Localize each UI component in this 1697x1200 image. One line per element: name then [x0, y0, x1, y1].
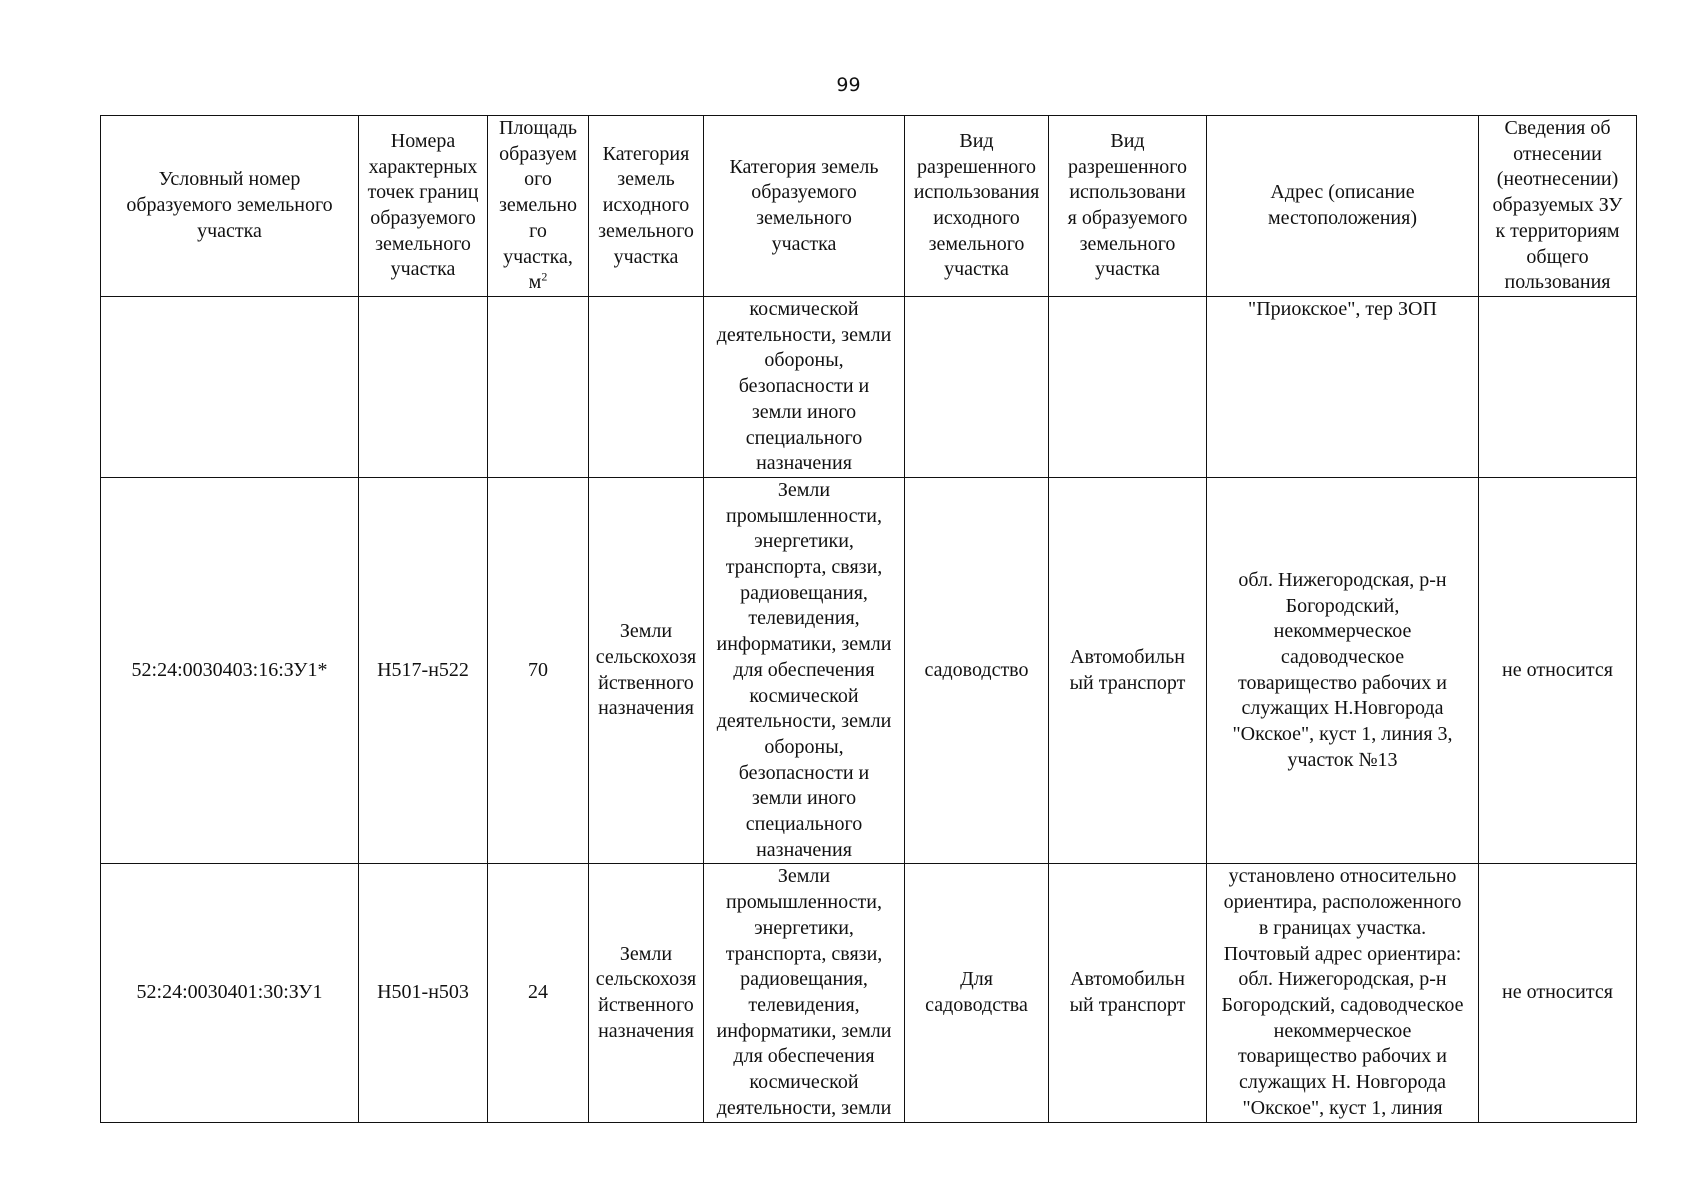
header-area — [488, 116, 589, 297]
text-line: товарищество рабочих и — [1238, 671, 1447, 694]
text-line: служащих Н. Новгорода — [1239, 1071, 1446, 1094]
text-line: Для — [960, 968, 993, 991]
text-line: ориентира, расположенного — [1223, 891, 1462, 914]
cell-area: 70 — [488, 477, 589, 864]
text-line: информатики, земли — [716, 633, 892, 656]
header-plot-number — [101, 116, 359, 297]
cell-address — [1207, 864, 1479, 1122]
text-line: "Окское", куст 1, линия 3, — [1232, 723, 1453, 746]
text-line: садоводческое — [1280, 645, 1405, 668]
text-line: участок №13 — [1287, 748, 1398, 771]
text-line: "Приокское", тер ЗОП — [1248, 298, 1437, 320]
cell-boundary-points: Н517-н522 — [359, 477, 488, 864]
text-line: назначения — [598, 1019, 694, 1042]
text-line: деятельности, земли — [716, 710, 892, 733]
cell-target-use — [1049, 297, 1207, 478]
cell-address — [1207, 477, 1479, 864]
text-line: Автомобильн — [1070, 645, 1185, 668]
text-line: Земли — [777, 478, 831, 501]
cell-plot-number — [101, 297, 359, 478]
text-line: йственного — [598, 671, 694, 694]
cell-source-use — [905, 477, 1049, 864]
text-line: участка, — [503, 245, 573, 268]
text-line: образуемого — [751, 181, 857, 204]
cell-address — [1207, 297, 1479, 478]
table-header-row — [101, 116, 1637, 297]
text-line: земельного — [375, 232, 471, 255]
cell-source-category — [589, 864, 704, 1122]
cell-target-use — [1049, 477, 1207, 864]
cell-public-use — [1479, 297, 1637, 478]
text-line: Земли — [619, 942, 673, 965]
text-line: деятельности, земли — [716, 1096, 892, 1119]
text-line: земельно — [498, 194, 578, 217]
text-line: информатики, земли — [716, 1019, 892, 1042]
text-line: отнесении — [1513, 142, 1602, 165]
text-line: в границах участка. — [1258, 916, 1427, 939]
text-line: участка — [613, 245, 679, 268]
text-line: я образуемого — [1067, 207, 1188, 229]
text-line: назначения — [598, 697, 694, 720]
text-line: обл. Нижегородская, р-н — [1238, 568, 1447, 591]
cell-plot-number: 52:24:0030401:30:ЗУ1 — [101, 864, 359, 1122]
header-public-use — [1479, 116, 1637, 297]
cell-target-category — [704, 477, 905, 864]
header-source-use — [905, 116, 1049, 297]
text-line: для обеспечения — [733, 1045, 875, 1068]
text-line: к территориям — [1495, 219, 1620, 242]
text-line: образуемого земельного — [126, 194, 333, 217]
land-plots-table — [100, 115, 1637, 1123]
cell-target-category — [704, 864, 905, 1122]
cell-public-use: не относится — [1479, 864, 1637, 1122]
text-line: разрешенного — [916, 155, 1037, 178]
text-line: участка — [944, 258, 1009, 281]
text-line: деятельности, земли — [716, 323, 892, 346]
text-line: Почтовый адрес ориентира: — [1223, 942, 1462, 965]
text-line: телевидения, — [748, 993, 860, 1016]
text-line: местоположения) — [1267, 207, 1417, 229]
text-line: телевидения, — [748, 607, 860, 630]
text-line: использования — [913, 181, 1040, 204]
text-line: "Окское", куст 1, линия — [1242, 1096, 1443, 1119]
text-line: точек границ — [367, 181, 479, 204]
text-line: образуем — [499, 142, 577, 165]
text-line: космической — [749, 298, 859, 320]
text-line: безопасности и — [738, 761, 870, 784]
text-line: разрешенного — [1067, 155, 1188, 178]
text-line: пользования — [1504, 271, 1611, 294]
text-line: земельного — [598, 219, 694, 242]
text-line: Номера — [390, 129, 456, 152]
header-target-category — [704, 116, 905, 297]
cell-source-use — [905, 864, 1049, 1122]
text-line: Богородский, садоводческое — [1221, 993, 1464, 1016]
text-line: некоммерческое — [1273, 1019, 1412, 1042]
text-line: общего — [1526, 245, 1589, 268]
text-line: (неотнесении) — [1496, 168, 1619, 191]
header-boundary-points — [359, 116, 488, 297]
text-line: специального — [745, 813, 863, 836]
text-line: участка — [390, 258, 456, 281]
cell-target-use — [1049, 864, 1207, 1122]
text-line: радиовещания, — [740, 968, 868, 991]
text-line: образуемых ЗУ — [1492, 194, 1623, 217]
text-line: земельного — [928, 232, 1025, 255]
text-line: Категория земель — [729, 155, 879, 178]
cell-source-category — [589, 477, 704, 864]
text-line: безопасности и — [738, 375, 870, 398]
text-line: назначения — [756, 452, 852, 475]
text-line: ый транспорт — [1069, 671, 1186, 694]
cell-source-category — [589, 297, 704, 478]
text-line: Автомобильн — [1070, 968, 1185, 991]
text-line: Вид — [1110, 129, 1145, 152]
text-line: транспорта, связи, — [725, 556, 883, 579]
text-line: назначения — [756, 838, 852, 861]
text-line: земли иного — [751, 400, 857, 423]
text-line: обл. Нижегородская, р-н — [1238, 968, 1447, 991]
text-line: земель — [617, 168, 675, 191]
text-line: участка — [1095, 258, 1160, 281]
text-line: Земли — [619, 620, 673, 643]
table-row — [101, 864, 1637, 1122]
cell-plot-number: 52:24:0030403:16:ЗУ1* — [101, 477, 359, 864]
text-line: промышленности, — [726, 504, 882, 527]
text-line: Богородский, — [1285, 594, 1400, 617]
text-line: энергетики, — [754, 530, 854, 553]
text-line: обороны, — [764, 349, 844, 372]
text-line: сельскохозя — [595, 968, 697, 991]
text-line: ого — [524, 168, 552, 191]
area-unit: $м^2$ — [528, 269, 548, 294]
text-line: установлено относительно — [1228, 865, 1457, 888]
text-line: специального — [745, 426, 863, 449]
text-line: обороны, — [764, 735, 844, 758]
page-number: 99 — [836, 74, 861, 96]
text-line: характерных — [368, 155, 478, 178]
text-line: земельного — [756, 207, 852, 229]
text-line: сельскохозя — [595, 645, 697, 668]
table-row — [101, 477, 1637, 864]
text-line: Площадь — [499, 117, 577, 140]
text-line: участка — [197, 219, 262, 242]
text-line: Сведения об — [1504, 117, 1611, 140]
text-line: космической — [749, 684, 859, 707]
text-line: исходного — [933, 207, 1020, 229]
text-line: йственного — [598, 993, 694, 1016]
text-line: для обеспечения — [733, 658, 875, 681]
text-line: Адрес (описание — [1270, 181, 1415, 204]
text-line: земли иного — [751, 787, 857, 810]
text-line: образуемого — [370, 207, 476, 229]
text-line: земельного — [1079, 232, 1176, 255]
text-line: ый транспорт — [1069, 993, 1186, 1016]
text-line: Земли — [777, 865, 831, 888]
cell-source-use — [905, 297, 1049, 478]
text-line: Вид — [959, 129, 994, 152]
text-line: исходного — [602, 194, 690, 217]
cell-boundary-points: Н501-н503 — [359, 864, 488, 1122]
text-line: энергетики, — [754, 916, 854, 939]
text-line: товарищество рабочих и — [1238, 1045, 1447, 1068]
text-line: Условный номер — [158, 168, 301, 191]
text-line: садоводства — [925, 993, 1028, 1016]
text-line: го — [529, 219, 547, 242]
cell-target-category — [704, 297, 905, 478]
table-row — [101, 297, 1637, 478]
text-line: участка — [771, 232, 837, 255]
cell-area — [488, 297, 589, 478]
cell-public-use: не относится — [1479, 477, 1637, 864]
header-address — [1207, 116, 1479, 297]
text-line: использовани — [1069, 181, 1186, 204]
text-line: служащих Н.Новгорода — [1241, 697, 1444, 720]
text-line: садоводство — [924, 658, 1029, 681]
header-source-category — [589, 116, 704, 297]
cell-boundary-points — [359, 297, 488, 478]
text-line: промышленности, — [726, 891, 882, 914]
text-line: Категория — [602, 142, 690, 165]
text-line: космической — [749, 1071, 859, 1094]
text-line: некоммерческое — [1273, 620, 1412, 643]
text-line: радиовещания, — [740, 581, 868, 604]
text-line: транспорта, связи, — [725, 942, 883, 965]
header-target-use — [1049, 116, 1207, 297]
cell-area: 24 — [488, 864, 589, 1122]
